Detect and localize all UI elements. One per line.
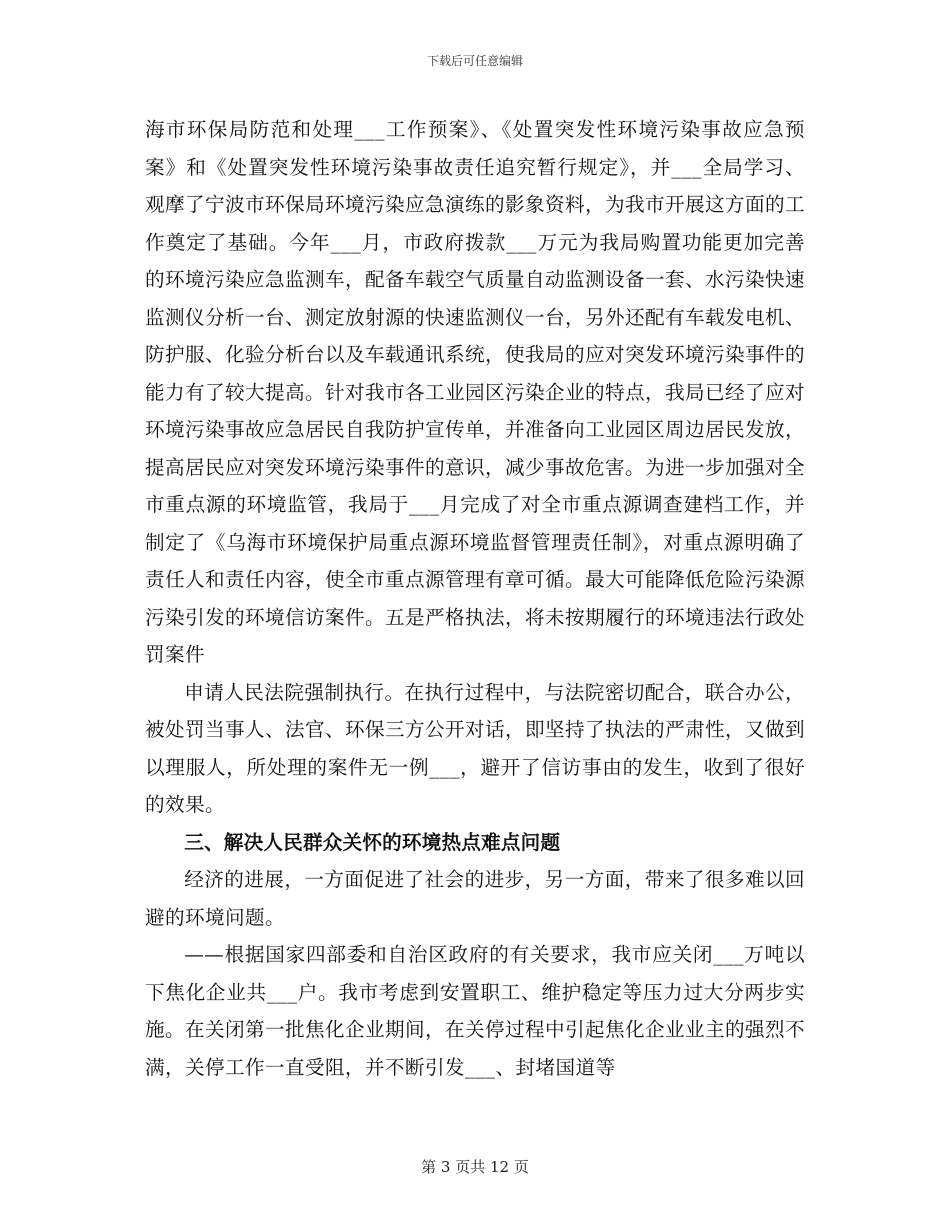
body-paragraph: 海市环保局防范和处理___工作预案》、《处置突发性环境污染事故应急预案》和《处置突发性环境污染事故责任追究暂行规定》，并___全局学习、观摩了宁波市环保局环境污染应急演练的影象资料，为我市开展这方面的工作奠定了基础。今年___月，市政府拨款___万元为我局购置功能更加完善的环境污染应急监测车，配备车载空气质量自动监测设备一套、水污染快速监测仪分析一台、测定放射源的快速监测仪一台，另外还配有车载发电机、防护服、化验分析台以及车载通讯系统，使我局的应对突发环境污染事件的能力有了较大提高。针对我市各工业园区污染企业的特点，我局已经了应对环境污染事故应急居民自我防护宣传单，并准备向工业园区周边居民发放，提高居民应对突发环境污染事件的意识，减少事故危害。为进一步加强对全市重点源的环境监管，我局于___月完成了对全市重点源调查建档工作，并制定了《乌海市环境保护局重点源环境监督管理责任制》，对重点源明确了责任人和责任内容，使全市重点源管理有章可循。最大可能降低危险污染源污染引发的环境信访案件。五是严格执法，将未按期履行的环境违法行政处罚案件	[145, 118, 805, 666]
body-paragraph: 申请人民法院强制执行。在执行过程中，与法院密切配合，联合办公，被处罚当事人、法官、环保三方公开对话，即坚持了执法的严肃性，又做到以理服人，所处理的案件无一例___，避开了信访事由的发生，收到了很好的效果。	[145, 680, 805, 816]
body-paragraph: ——根据国家四部委和自治区政府的有关要求，我市应关闭___万吨以下焦化企业共___户。我市考虑到安置职工、维护稳定等压力过大分两步实施。在关闭第一批焦化企业期间，在关停过程中引起焦化企业业主的强烈不满，关停工作一直受阻，并不断引发___、封堵国道等	[145, 943, 805, 1079]
document-body	[145, 111, 805, 1086]
section-heading: 三、解决人民群众关怀的环境热点难点问题	[184, 830, 561, 854]
page-header: 下载后可任意编辑	[426, 54, 523, 68]
page-footer: 第 3 页共 12 页	[421, 1158, 529, 1176]
body-paragraph: 经济的进展，一方面促进了社会的进步，另一方面，带来了很多难以回避的环境问题。	[145, 868, 805, 929]
